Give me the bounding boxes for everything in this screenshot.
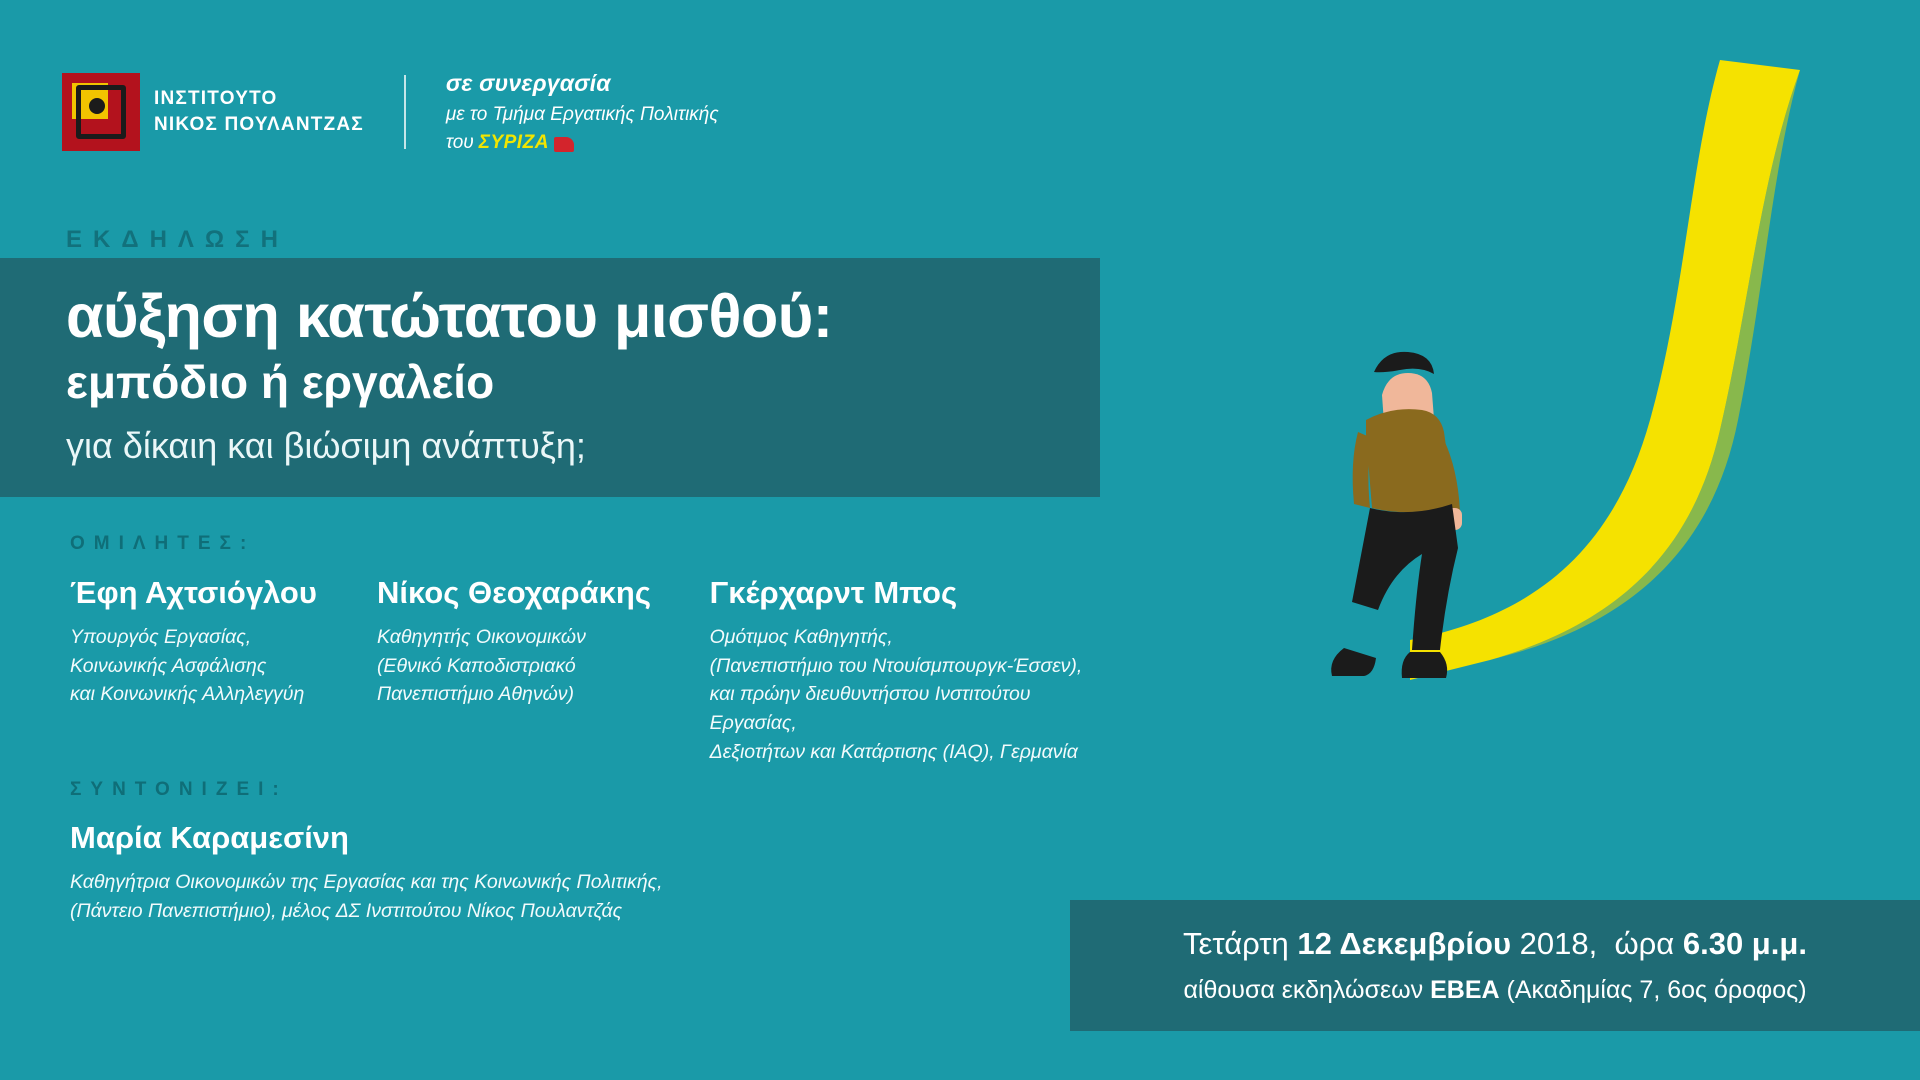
- speakers-list: [70, 575, 1130, 766]
- headline-main: αύξηση κατώτατου μισθού:: [66, 282, 833, 350]
- collab-line3-prefix: του: [445, 132, 474, 153]
- moderator-role: Καθηγήτρια Οικονομικών της Εργασίας και της Κοινωνικής Πολιτικής, (Πάντειο Πανεπιστήμιο), μέλος ΔΣ Ινστιτούτου Νίκος Πουλαντζάς: [70, 871, 663, 923]
- collaboration-block: [446, 66, 719, 158]
- speaker-name: Έφη Αχτσιόγλου: [70, 575, 317, 610]
- collab-line3: [446, 129, 719, 158]
- institute-logo-icon: [62, 73, 140, 151]
- speaker-role: Καθηγητής Οικονομικών (Εθνικό Καποδιστριακό Πανεπιστήμιο Αθηνών): [377, 626, 586, 706]
- headline-tail: για δίκαιη και βιώσιμη ανάπτυξη;: [66, 425, 586, 467]
- header-divider: [404, 75, 406, 149]
- collab-line2: με το Τμήμα Εργατικής Πολιτικής: [445, 103, 719, 125]
- speakers-label: ΟΜΙΛΗΤΕΣ:: [70, 533, 256, 554]
- speaker-role: Υπουργός Εργασίας, Κοινωνικής Ασφάλισης και Κοινωνικής Αλληλεγγύη: [70, 626, 305, 706]
- event-date: 12 Δεκεμβρίου: [1297, 926, 1512, 961]
- institute-logo: [62, 73, 364, 151]
- headline-sub: εμπόδιο ή εργαλείο: [66, 356, 495, 409]
- speaker-item: [710, 575, 1130, 766]
- speaker-name: Γκέρχαρντ Μπος: [709, 575, 958, 610]
- party-name: ΣΥΡΙΖΑ: [478, 132, 549, 153]
- event-time: 6.30 μ.μ.: [1682, 926, 1807, 961]
- event-venue: [1070, 976, 1920, 1005]
- event-year: 2018,: [1519, 926, 1598, 961]
- header: [62, 66, 719, 158]
- event-day: Τετάρτη: [1183, 926, 1289, 961]
- party-flag-icon: [554, 137, 574, 152]
- moderator-label: ΣΥΝΤΟΝΙΖΕΙ:: [70, 779, 288, 800]
- event-venue-prefix: αίθουσα εκδηλώσεων: [1183, 976, 1424, 1005]
- institute-name-line2: ΝΙΚΟΣ ΠΟΥΛΑΝΤΖΑΣ: [154, 113, 364, 135]
- speaker-item: [377, 575, 710, 766]
- speaker-item: [70, 575, 377, 766]
- headline-panel: [0, 258, 1100, 497]
- speaker-role: Ομότιμος Καθηγητής, (Πανεπιστήμιο του Ντουίσμπουργκ-Έσσεν), και πρώην διευθυντήστου Ινστιτούτου Εργασίας, Δεξιοτήτων και Κατάρτισης (ΙΑQ), Γερμανία: [709, 626, 1083, 763]
- event-info-panel: [1070, 900, 1920, 1031]
- speaker-name: Νίκος Θεοχαράκης: [377, 575, 651, 610]
- collab-line1: σε συνεργασία: [445, 70, 611, 96]
- event-venue-address: (Ακαδημίας 7, 6ος όροφος): [1506, 976, 1807, 1005]
- event-venue-name: ΕΒΕΑ: [1430, 976, 1500, 1005]
- illustration-growth-curve: [1160, 0, 1920, 900]
- event-time-label: ώρα: [1614, 926, 1675, 961]
- event-kicker: ΕΚΔΗΛΩΣΗ: [66, 226, 289, 253]
- institute-name-line1: ΙΝΣΤΙΤΟΥΤΟ: [154, 88, 278, 110]
- institute-name: [154, 86, 364, 137]
- man-figure: [1331, 352, 1462, 678]
- event-datetime: [1070, 924, 1920, 964]
- moderator-name: Μαρία Καραμεσίνη: [70, 820, 349, 855]
